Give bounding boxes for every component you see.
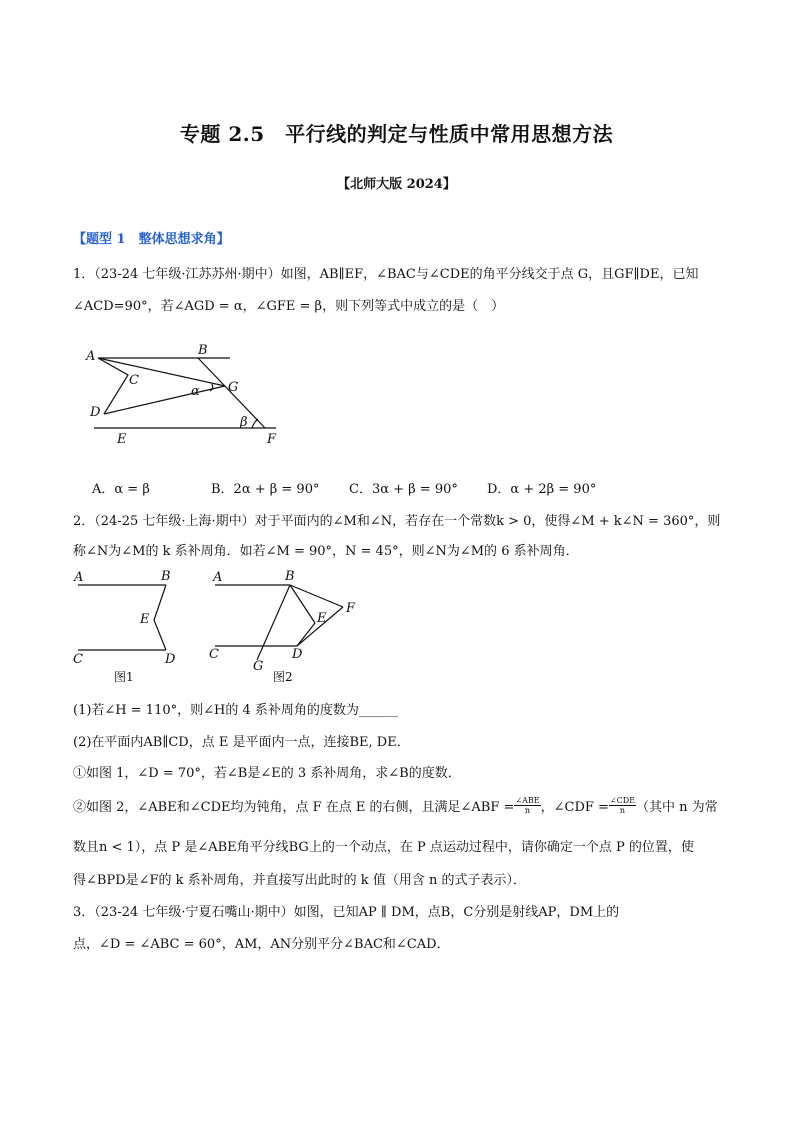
fig1-label-b: B bbox=[161, 569, 171, 584]
fig2-label-c: C bbox=[209, 647, 219, 662]
q2-figure-2 bbox=[205, 565, 370, 687]
fig2-line-ed bbox=[297, 623, 315, 646]
q2-part-2b-line-1 bbox=[73, 796, 718, 815]
fig2-label-e: E bbox=[317, 611, 327, 626]
q3-line-2: 点，∠D = ∠ABC = 60°，AM，AN分别平分∠BAC和∠CAD． bbox=[73, 937, 450, 952]
q2-part-2b-line-2: 数且n < 1），点 P 是∠ABE角平分线BG上的一个动点，在 P 点运动过程中，请你确定一个点 P 的位置，使 bbox=[73, 840, 694, 855]
line-dg bbox=[104, 386, 225, 414]
q3-line-1: 3．（23-24 七年级·宁夏石嘴山·期中）如图，已知AP ∥ DM，点B，C分别是射线AP，DM上的 bbox=[73, 905, 620, 920]
fig1-caption: 图1 bbox=[114, 670, 134, 684]
fig2-label-b: B bbox=[285, 569, 295, 584]
section-heading: 【题型 1 整体思想求角】 bbox=[73, 232, 230, 247]
q1-option-c: C．3α + β = 90° bbox=[349, 482, 458, 497]
fig2-label-a: A bbox=[213, 570, 223, 585]
q1-label-f: F bbox=[267, 432, 277, 447]
q1-label-g: G bbox=[228, 380, 239, 395]
fraction-cdf-denominator: n bbox=[619, 806, 626, 815]
fraction-abf-numerator: ∠ABE bbox=[515, 796, 540, 805]
fraction-abf-denominator: n bbox=[524, 806, 531, 815]
q1-figure bbox=[80, 338, 290, 450]
fig2-label-f: F bbox=[346, 601, 356, 616]
q2-part-2: (2)在平面内AB∥CD，点 E 是平面内一点，连接BE, DE． bbox=[73, 735, 410, 750]
q1-label-d: D bbox=[90, 405, 101, 420]
line-ag bbox=[98, 358, 225, 386]
fraction-cdf bbox=[609, 796, 636, 815]
q2-part-2b-suffix: （其中 n 为常 bbox=[636, 800, 718, 815]
q2-figure-1 bbox=[70, 565, 200, 687]
q1-option-b: B．2α + β = 90° bbox=[211, 482, 320, 497]
fig2-label-g: G bbox=[253, 659, 264, 674]
q1-option-d: D．α + 2β = 90° bbox=[487, 482, 597, 497]
q2-part-1: (1)若∠H = 110°，则∠H的 4 系补周角的度数为______ bbox=[73, 703, 398, 718]
fig2-line-bg bbox=[257, 585, 290, 660]
q2-line-1: 2．（24-25 七年级·上海·期中）对于平面内的∠M和∠N，若存在一个常数k > 0，使得∠M + k∠N = 360°，则 bbox=[73, 514, 721, 529]
fraction-cdf-numerator: ∠CDE bbox=[609, 796, 635, 805]
q1-label-alpha: α bbox=[191, 384, 200, 399]
q1-line-2: ∠ACD=90°，若∠AGD = α，∠GFE = β，则下列等式中成立的是（ ） bbox=[73, 299, 505, 314]
q2-part-2b-prefix: ②如图 2，∠ABE和∠CDE均为钝角，点 F 在点 E 的右侧，且满足∠ABF = bbox=[73, 800, 515, 815]
fig1-label-d: D bbox=[165, 652, 176, 667]
q1-label-c: C bbox=[129, 373, 139, 388]
fraction-abf bbox=[514, 796, 540, 815]
q2-part-2a: ①如图 1，∠D = 70°，若∠B是∠E的 3 系补周角，求∠B的度数． bbox=[73, 766, 461, 781]
edition-label: 【北师大版 2024】 bbox=[337, 177, 456, 192]
fig2-caption: 图2 bbox=[273, 670, 293, 684]
fig1-label-e: E bbox=[140, 612, 150, 627]
fig1-label-a: A bbox=[74, 570, 84, 585]
q1-option-a: A．α = β bbox=[92, 482, 150, 497]
q2-part-2b-middle: ，∠CDF = bbox=[540, 800, 609, 815]
page-title: 专题 2.5 平行线的判定与性质中常用思想方法 bbox=[179, 122, 614, 146]
q1-label-beta: β bbox=[240, 415, 248, 430]
fig1-label-c: C bbox=[73, 652, 83, 667]
q1-line-1: 1．（23-24 七年级·江苏苏州·期中）如图，AB∥EF，∠BAC与∠CDE的角平分线交于点 G，且GF∥DE，已知 bbox=[73, 267, 699, 282]
q1-label-e: E bbox=[117, 432, 127, 447]
fig1-path-bed bbox=[154, 585, 166, 650]
beta-arc bbox=[252, 419, 258, 428]
q1-label-a: A bbox=[86, 349, 96, 364]
q1-label-b: B bbox=[198, 343, 208, 358]
q2-part-2b-line-3: 得∠BPD是∠F的 k 系补周角，并直接写出此时的 k 值（用含 n 的式子表示）． bbox=[73, 873, 526, 888]
fig2-label-d: D bbox=[292, 647, 303, 662]
q2-line-2: 称∠N为∠M的 k 系补周角．如若∠M = 90°，N = 45°，则∠N为∠M的 6 系补周角． bbox=[73, 544, 579, 559]
path-acd bbox=[98, 358, 128, 414]
